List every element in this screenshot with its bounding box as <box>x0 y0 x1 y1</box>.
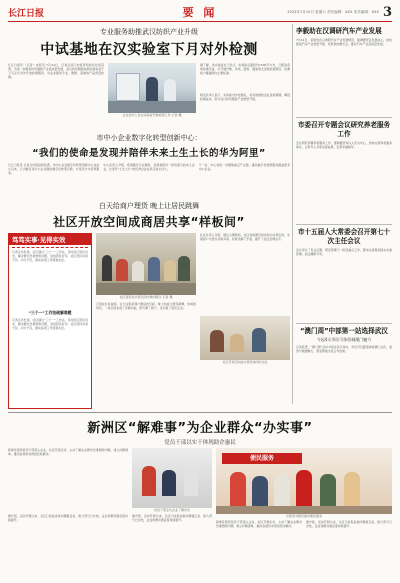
bottom-text-col <box>8 448 128 574</box>
story-3 <box>8 201 290 230</box>
sidebar-item-4-subtitle: 今起4天市民可体验城澳门魅力 <box>316 337 372 342</box>
column-title: 笃笃实事·见得实效 <box>9 234 91 245</box>
bottom-text-c: 据介绍，活动开展以来，全区已收集各类问题数百条，绝大部分已办结，企业和群众满意度持续提升。 <box>132 514 212 522</box>
story2-headline: “我们的使命是发现并陪伴未来土生土长的华为阿里” <box>32 148 266 159</box>
lead-story <box>8 27 290 123</box>
service-photo-caption: 志愿者为群众提供便民服务 <box>285 514 322 518</box>
sidebar-item-1-text: 7月14日，省领导在汉调研汽车产业发展情况，强调要坚定发展信心，加快推进汽车产业转型升级，培育新的增长点，推动汽车产业高质量发展。 <box>296 38 392 46</box>
bottom-rule <box>8 412 392 413</box>
visit-photo <box>132 448 212 508</box>
story3-text-a: 记者在社区看到，白天这里是商户理货的空间，晚上则成为居民跳舞、休闲的场所，一块空间实现了多种功能，既方便了商户，也丰富了居民生活。 <box>96 302 196 310</box>
sidebar-item-3-text: 会议审议了有关议题，研究部署下一阶段重点工作，要求认真贯彻落实市委部署，依法履职尽责。 <box>296 248 392 256</box>
column-text-a: 记者走访发现，社区通过“三个一”工作法，及时回应居民诉求，解决群众急难愁盼问题，受到居民好评。社区坚持问需于民、问计于民，推动各项工作落到实处。 <box>12 250 88 262</box>
bottom-headline: 新洲区“解难事”为企业群众“办实事” <box>87 421 313 436</box>
column-box <box>8 233 92 409</box>
sidebar-item-2-title: 市委召开专题会议研究养老服务工作 <box>297 121 391 138</box>
story2-text-a: 长江日报讯 记者从市经信局获悉，市中小企业数字化转型创新中心自成立以来，已为数百家中小企业提供数字化转型诊断、方案设计与培育服务。 <box>8 163 100 175</box>
story2-kicker: 市中小企业数字化转型创新中心： <box>96 134 202 142</box>
story3-headline: 社区开放空间成商居共享“样板间” <box>53 215 245 229</box>
service-banner: 便民服务 <box>222 453 302 464</box>
bottom-photo-right <box>216 448 392 572</box>
story2-text-b: 中心负责人介绍，希望通过专业服务，发现和陪伴一批有潜力的本土企业，让更多“土生土长”的优秀企业在武汉成长壮大。 <box>103 163 195 171</box>
community-photo-2 <box>200 316 290 360</box>
lab-photo <box>108 63 196 113</box>
sidebar-item-3-title: 市十五届人大常委会召开第七十次主任会议 <box>297 228 391 245</box>
lead-text-a: 长江日报讯（记者）本报讯 7月14日，记者从武汉市经济和信息化局获悉，为进一步服务纺织服装产业高质量发展，武汉纺织服装检测实验室将于下月正式对外开放检测服务，为企业提供专业、便捷、高效的产品质量检测。 <box>8 63 104 79</box>
community-photo-caption: 社区居民在共享空间内休闲娱乐 记者 摄 <box>119 295 173 299</box>
page-number: 3 <box>382 4 392 20</box>
lead-photo-caption: 企业技术人员在实验室开展检测工作 记者 摄 <box>122 113 182 117</box>
bottom-story <box>8 417 392 446</box>
community-photo-2-caption: 社区开放空间成为居民休闲好去处 <box>222 360 268 364</box>
date-meta: 2023年7月15日 星期六 责任编辑：XXX 美术编辑：XXX <box>287 9 379 14</box>
bottom-photo-left <box>132 448 212 566</box>
masthead: 长江日报 <box>8 8 45 19</box>
lead-text-c: 相关负责人表示，实验室对外检测后，将有效缩短企业送检周期、降低检测成本，助力武汉纺织服装产业转型升级。 <box>200 93 290 101</box>
story3-text-b: 社区负责人介绍，通过合理规划，社区将闲置空间改造为共享空间，实现商户与居民共建共享，有效化解了矛盾，提升了社区治理水平。 <box>200 233 290 241</box>
bottom-text-b: 据介绍，活动开展以来，全区已收集各类问题数百条，绝大部分已办结，企业和群众满意度持续提升。 <box>8 514 128 522</box>
section-label: 要 闻 <box>182 6 218 19</box>
bottom-subhead: 党员干部以实干体现助企惠民 <box>164 440 236 446</box>
service-photo <box>216 448 392 514</box>
sidebar <box>296 27 392 405</box>
lead-kicker: 专业服务助推武汉纺织产业升级 <box>100 28 198 36</box>
community-photo <box>96 233 196 295</box>
header-rule <box>8 21 392 22</box>
lead-headline: 中试基地在汉实验室下月对外检测 <box>40 42 258 58</box>
sidebar-item-4-title: “澳门周”中部第一站选择武汉 <box>300 327 388 335</box>
lead-text-b: 据了解，该实验室位于武汉，实验室总面积约1500平方米，已配备各类检测设备，可开展纤维、纱线、面料、服装等全流程检测项目，检测能力覆盖国内主要标准。 <box>200 63 290 75</box>
bottom-text-a: 新洲区组织党员干部深入企业、社区开展走访，主动了解企业群众急难愁盼问题，建立问题清单，推动各项诉求得到及时解决。 <box>8 448 128 456</box>
sidebar-item-2-text: 会议研究部署养老服务工作，强调要坚持以人民为中心，加快完善养老服务体系，让老年人共享发展成果，安享幸福晚年。 <box>296 141 392 149</box>
bottom-text-d: 新洲区组织党员干部深入企业、社区开展走访，主动了解企业群众急难愁盼问题，建立问题清单，推动各项诉求得到及时解决。 <box>216 520 302 528</box>
page-header <box>8 4 392 20</box>
column-divider <box>292 24 293 404</box>
column-subtitle: “三个一”工作法破解难题 <box>28 310 72 315</box>
visit-photo-caption: 党员干部走访企业了解诉求 <box>153 508 190 512</box>
story2-text-c: 下一步，中心将进一步聚焦重点产业链，推动数字化转型服务覆盖更多中小企业。 <box>198 163 290 171</box>
story3-kicker: 白天给商户理货 晚上让居民跳舞 <box>98 202 200 210</box>
bottom-text-e: 据介绍，活动开展以来，全区已收集各类问题数百条，绝大部分已办结，企业和群众满意度持续提升。 <box>306 520 392 528</box>
sidebar-item-4-text: 记者获悉，“澳门周”活动今起在武汉举办，市民可近距离体验澳门文化、美食与旅游魅力，感受两地交流合作成果。 <box>296 345 392 353</box>
story3-media <box>96 233 196 402</box>
column-text-b: 记者走访发现，社区通过“三个一”工作法，及时回应居民诉求，解决群众急难愁盼问题，受到居民好评。社区坚持问需于民、问计于民，推动各项工作落到实处。 <box>12 318 88 330</box>
story-2 <box>8 133 290 207</box>
sidebar-item-1-title: 李毅助在汉调研汽车产业发展 <box>296 27 382 35</box>
story3-col2 <box>200 233 290 364</box>
